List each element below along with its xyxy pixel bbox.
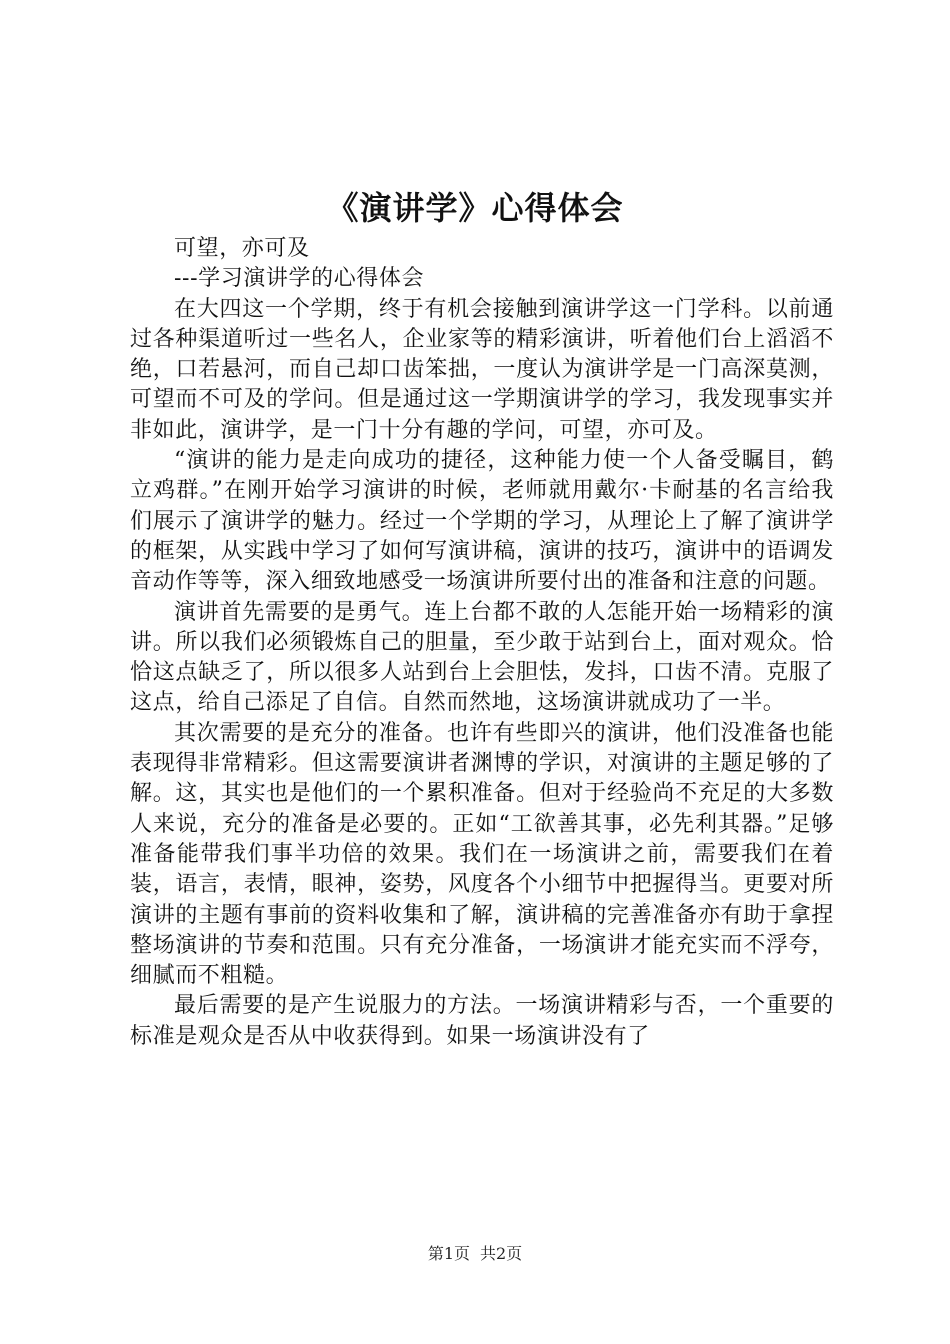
body-paragraph: “演讲的能力是走向成功的捷径，这种能力使一个人备受瞩目，鹤立鸡群。”在刚开始学习演讲的时候，老师就用戴尔·卡耐基的名言给我们展示了演讲学的魅力。经过一个学期的学习，从理论上了解了演讲学的框架，从实践中学习了如何写演讲稿，演讲的技巧，演讲中的语调发音动作等等，深入细致地感受一场演讲所要付出的准备和注意的问题。 [130, 448, 834, 595]
body-paragraph: 最后需要的是产生说服力的方法。一场演讲精彩与否，一个重要的标准是观众是否从中收获得到。如果一场演讲没有了 [130, 993, 834, 1049]
page-total: 共2页 [480, 1244, 523, 1263]
subtitle-line: ---学习演讲学的心得体会 [174, 266, 425, 292]
subtitle-line: 可望，亦可及 [174, 236, 310, 261]
body-paragraph: 其次需要的是充分的准备。也许有些即兴的演讲，他们没准备也能表现得非常精彩。但这需要演讲者渊博的学识，对演讲的主题足够的了解。这，其实也是他们的一个累积准备。但对于经验尚不充足的大多数人来说，充分的准备是必要的。正如“工欲善其事，必先利其器。”足够准备能带我们事半功倍的效果。我们在一场演讲之前，需要我们在着装，语言，表情，眼神，姿势，风度各个小细节中把握得当。更要对所演讲的主题有事前的资料收集和了解，演讲稿的完善准备亦有助于拿捏整场演讲的节奏和范围。只有充分准备，一场演讲才能充实而不浮夸，细腻而不粗糙。 [130, 720, 834, 989]
page-footer [0, 1242, 950, 1266]
page-number: 第1页 [427, 1244, 470, 1263]
document-title: 《演讲学》心得体会 [326, 189, 624, 227]
body-paragraph: 在大四这一个学期，终于有机会接触到演讲学这一门学科。以前通过各种渠道听过一些名人，企业家等的精彩演讲，听着他们台上滔滔不绝，口若悬河，而自己却口齿笨拙，一度认为演讲学是一门高深莫测，可望而不可及的学问。但是通过这一学期演讲学的学习，我发现事实并非如此，演讲学，是一门十分有趣的学问，可望，亦可及。 [130, 296, 834, 443]
body-paragraph: 演讲首先需要的是勇气。连上台都不敢的人怎能开始一场精彩的演讲。所以我们必须锻炼自己的胆量，至少敢于站到台上，面对观众。恰恰这点缺乏了，所以很多人站到台上会胆怯，发抖，口齿不清。克服了这点，给自己添足了自信。自然而然地，这场演讲就成功了一半。 [130, 599, 834, 716]
document-body [130, 234, 834, 1052]
